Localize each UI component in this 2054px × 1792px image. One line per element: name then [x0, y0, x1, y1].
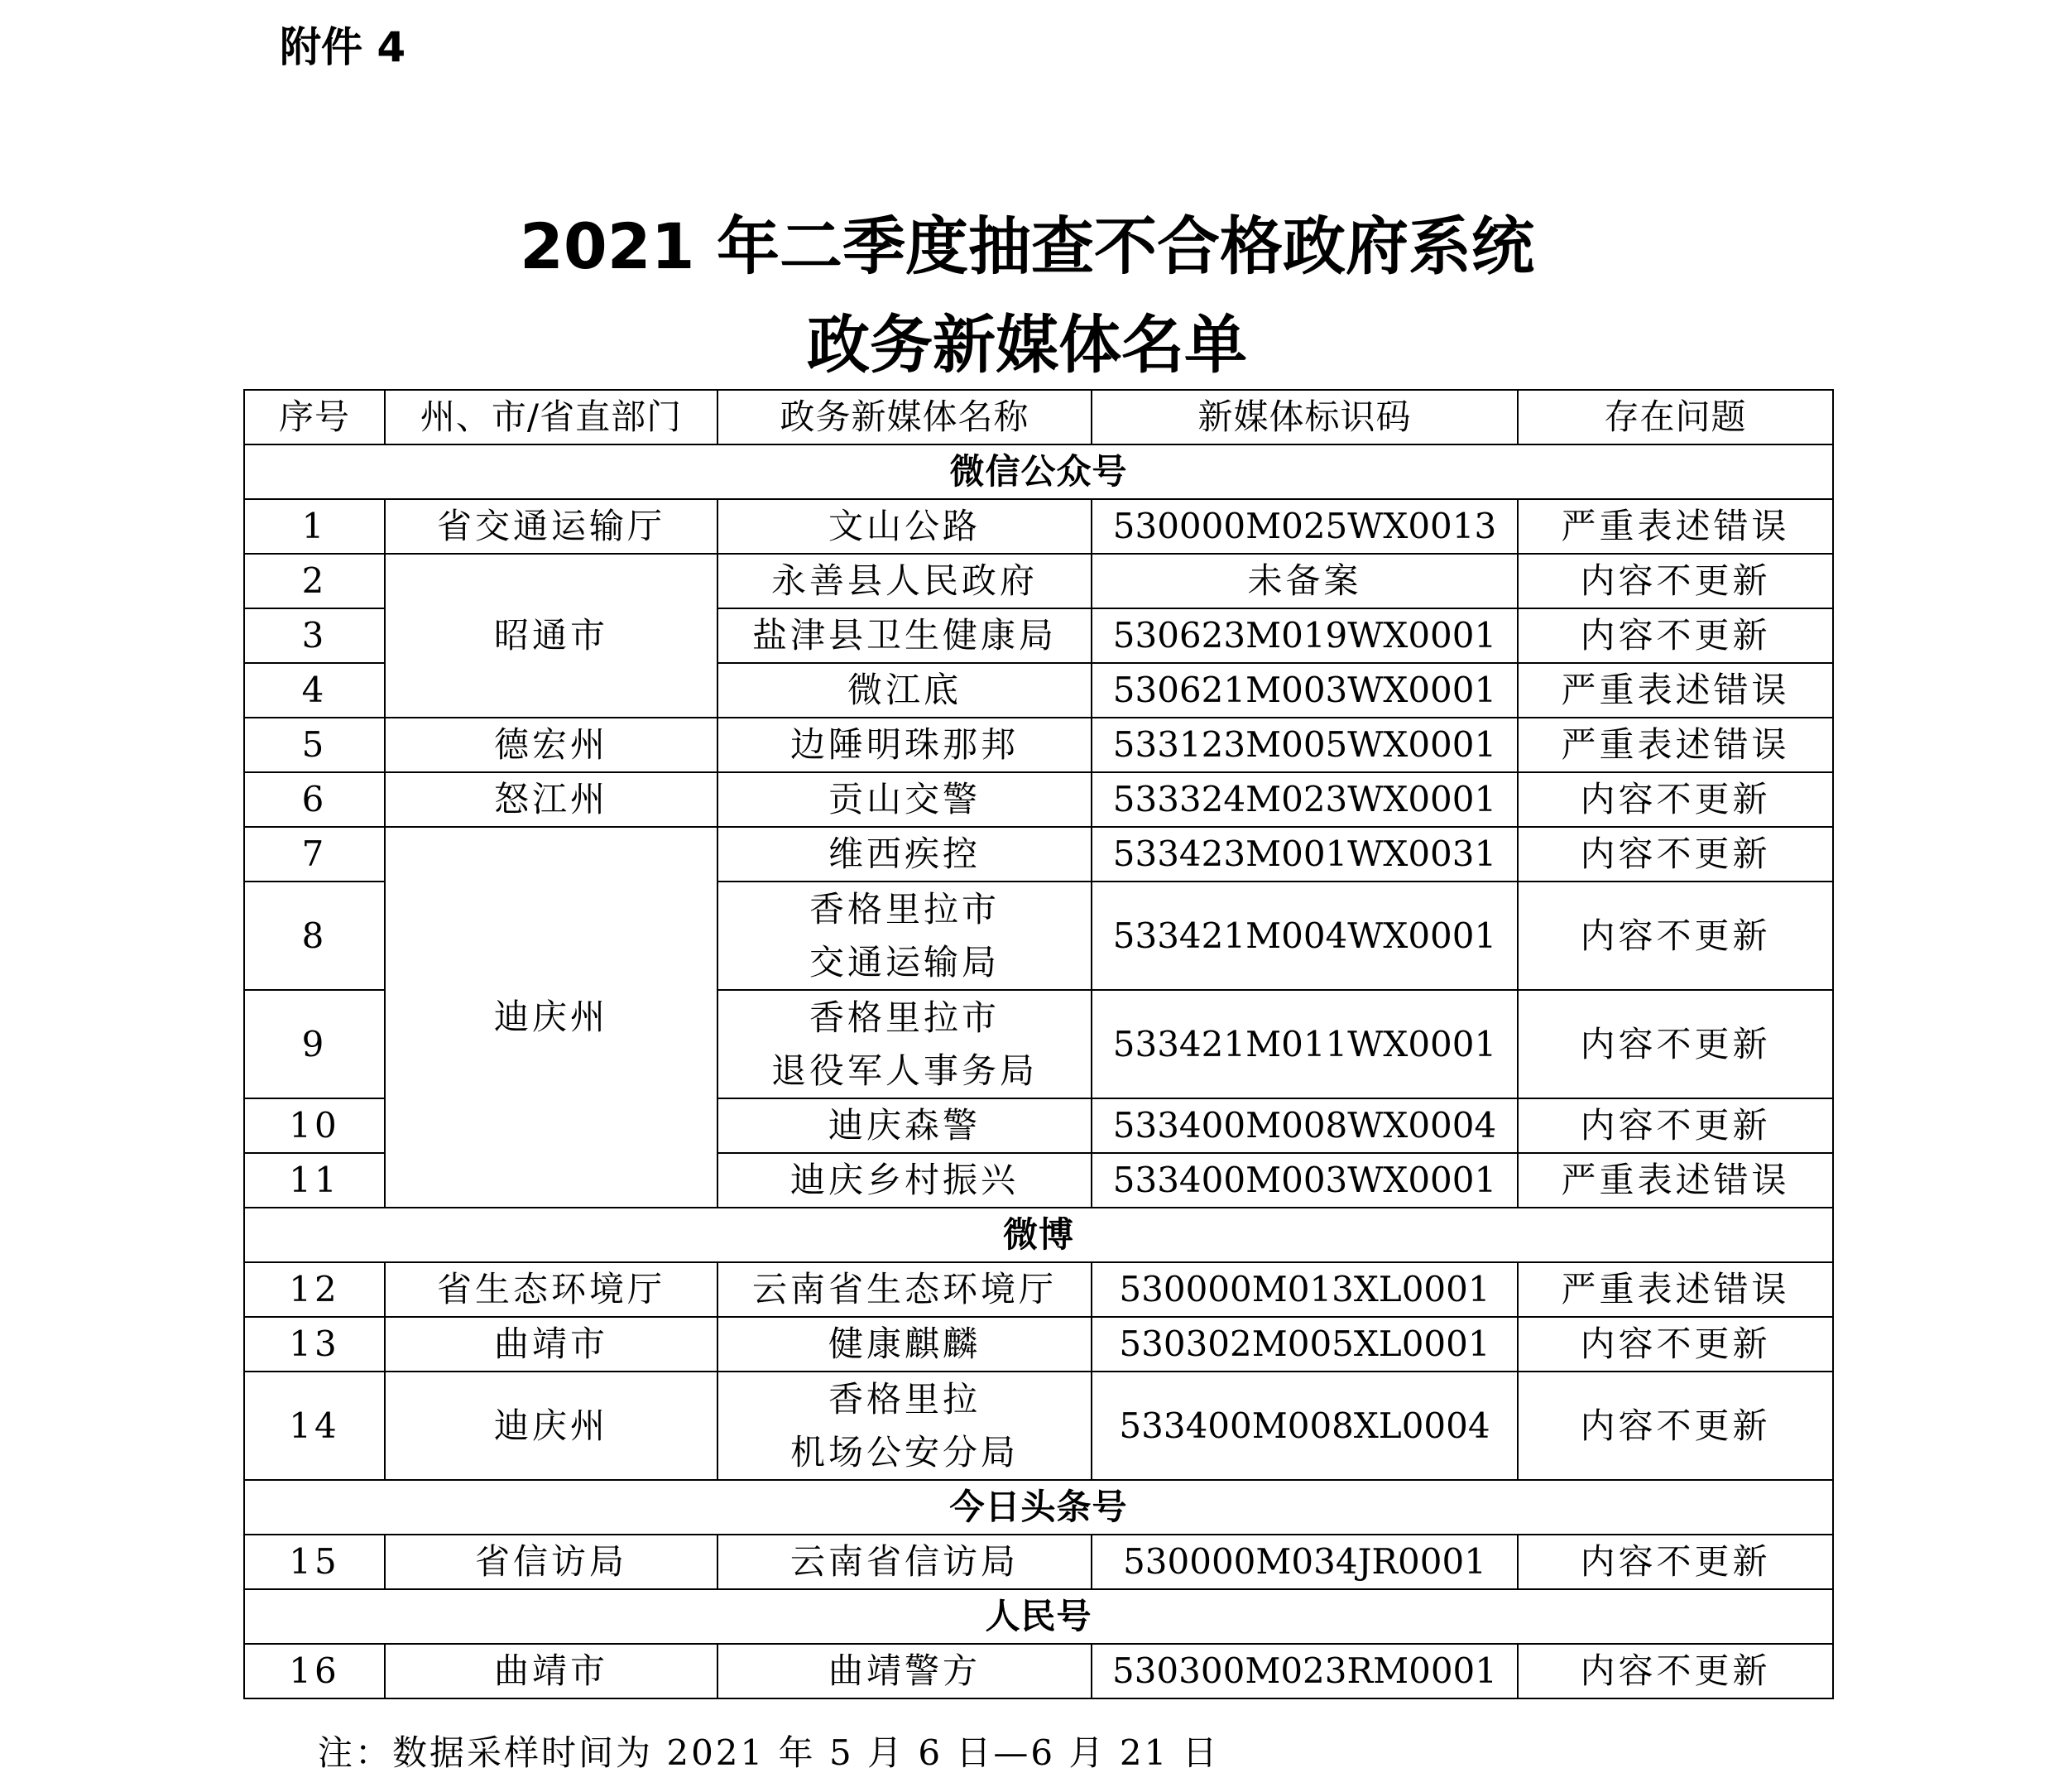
row-media-name: 贡山交警 [717, 772, 1092, 827]
row-media-name: 边陲明珠那邦 [717, 718, 1092, 772]
section-title-renmin: 人民号 [244, 1589, 1833, 1644]
row-no: 6 [244, 772, 385, 827]
section-row-toutiao [244, 1480, 1833, 1535]
row-dept: 省生态环境厅 [385, 1262, 717, 1317]
row-dept: 省交通运输厅 [385, 499, 717, 554]
col-header-dept: 州、市/省直部门 [385, 390, 717, 444]
row-media-name: 迪庆森警 [717, 1098, 1092, 1153]
row-media-name: 健康麒麟 [717, 1317, 1092, 1372]
row-media-code: 533400M003WX0001 [1092, 1153, 1518, 1208]
row-media-name [717, 882, 1092, 990]
row-issue: 内容不更新 [1518, 882, 1833, 990]
table-row [244, 499, 1833, 554]
row-dept: 德宏州 [385, 718, 717, 772]
row-issue: 内容不更新 [1518, 1644, 1833, 1698]
row-no: 12 [244, 1262, 385, 1317]
row-media-code: 530300M023RM0001 [1092, 1644, 1518, 1698]
row-issue: 内容不更新 [1518, 990, 1833, 1098]
row-issue: 内容不更新 [1518, 772, 1833, 827]
row-media-code: 533421M004WX0001 [1092, 882, 1518, 990]
row-media-code: 530621M003WX0001 [1092, 663, 1518, 718]
row-media-name: 盐津县卫生健康局 [717, 608, 1092, 663]
row-issue: 严重表述错误 [1518, 718, 1833, 772]
row-media-name [717, 1372, 1092, 1480]
row-no: 3 [244, 608, 385, 663]
document-title-line1: 2021 年二季度抽查不合格政府系统 [520, 209, 1534, 283]
row-media-code: 533421M011WX0001 [1092, 990, 1518, 1098]
section-row-wechat [244, 444, 1833, 499]
row-media-code: 533324M023WX0001 [1092, 772, 1518, 827]
row-issue: 严重表述错误 [1518, 499, 1833, 554]
row-no: 7 [244, 827, 385, 882]
footnote: 注：数据采样时间为 2021 年 5 月 6 日—6 月 21 日 [318, 1732, 1220, 1773]
row-dept: 迪庆州 [385, 827, 717, 1208]
row-no: 14 [244, 1372, 385, 1480]
row-media-name-line: 交通运输局 [809, 941, 1000, 982]
attachment-label: 附件 4 [280, 23, 406, 71]
row-no: 8 [244, 882, 385, 990]
row-issue: 内容不更新 [1518, 827, 1833, 882]
col-header-name: 政务新媒体名称 [717, 390, 1092, 444]
row-media-code: 530000M013XL0001 [1092, 1262, 1518, 1317]
section-row-renmin [244, 1589, 1833, 1644]
row-no: 10 [244, 1098, 385, 1153]
section-title-wechat: 微信公众号 [244, 444, 1833, 499]
section-title-toutiao: 今日头条号 [244, 1480, 1833, 1535]
row-issue: 严重表述错误 [1518, 1262, 1833, 1317]
row-media-name: 维西疾控 [717, 827, 1092, 882]
row-media-name [717, 990, 1092, 1098]
row-media-name-line: 香格里拉市 [809, 888, 1000, 930]
section-row-weibo [244, 1208, 1833, 1262]
row-media-name: 曲靖警方 [717, 1644, 1092, 1698]
row-no: 15 [244, 1535, 385, 1589]
table-row [244, 772, 1833, 827]
row-media-code: 533400M008XL0004 [1092, 1372, 1518, 1480]
row-no: 9 [244, 990, 385, 1098]
table-row [244, 1262, 1833, 1317]
row-issue: 严重表述错误 [1518, 663, 1833, 718]
row-media-name: 云南省信访局 [717, 1535, 1092, 1589]
table-row [244, 827, 1833, 882]
row-media-name: 文山公路 [717, 499, 1092, 554]
row-media-name: 永善县人民政府 [717, 554, 1092, 608]
table-row [244, 1535, 1833, 1589]
row-media-code: 533400M008WX0004 [1092, 1098, 1518, 1153]
row-issue: 内容不更新 [1518, 554, 1833, 608]
row-no: 13 [244, 1317, 385, 1372]
row-media-code: 530302M005XL0001 [1092, 1317, 1518, 1372]
row-no: 4 [244, 663, 385, 718]
table-row [244, 1644, 1833, 1698]
row-media-name-line: 机场公安分局 [789, 1431, 1019, 1473]
row-media-name: 微江底 [717, 663, 1092, 718]
col-header-code: 新媒体标识码 [1092, 390, 1518, 444]
row-no: 5 [244, 718, 385, 772]
section-title-weibo: 微博 [244, 1208, 1833, 1262]
row-media-code: 未备案 [1092, 554, 1518, 608]
row-media-name-line: 香格里拉 [828, 1378, 981, 1420]
media-list-table [243, 389, 1834, 1699]
table-row [244, 554, 1833, 608]
row-issue: 内容不更新 [1518, 1098, 1833, 1153]
row-media-name-line: 退役军人事务局 [770, 1050, 1038, 1091]
table-row [244, 1372, 1833, 1480]
row-no: 11 [244, 1153, 385, 1208]
row-no: 1 [244, 499, 385, 554]
row-no: 2 [244, 554, 385, 608]
row-media-code: 530623M019WX0001 [1092, 608, 1518, 663]
row-media-code: 533123M005WX0001 [1092, 718, 1518, 772]
row-issue: 严重表述错误 [1518, 1153, 1833, 1208]
row-dept: 昭通市 [385, 554, 717, 718]
row-dept: 省信访局 [385, 1535, 717, 1589]
row-media-code: 533423M001WX0031 [1092, 827, 1518, 882]
row-media-name: 云南省生态环境厅 [717, 1262, 1092, 1317]
row-media-code: 530000M025WX0013 [1092, 499, 1518, 554]
table-header-row [244, 390, 1833, 444]
row-dept: 曲靖市 [385, 1644, 717, 1698]
row-issue: 内容不更新 [1518, 1535, 1833, 1589]
col-header-issue: 存在问题 [1518, 390, 1833, 444]
document-title-line2: 政务新媒体名单 [807, 308, 1247, 382]
row-media-code: 530000M034JR0001 [1092, 1535, 1518, 1589]
col-header-no: 序号 [244, 390, 385, 444]
row-no: 16 [244, 1644, 385, 1698]
table-row [244, 1317, 1833, 1372]
table-row [244, 718, 1833, 772]
row-media-name-line: 香格里拉市 [809, 997, 1000, 1038]
row-issue: 内容不更新 [1518, 608, 1833, 663]
row-media-name: 迪庆乡村振兴 [717, 1153, 1092, 1208]
row-issue: 内容不更新 [1518, 1317, 1833, 1372]
row-dept: 怒江州 [385, 772, 717, 827]
row-issue: 内容不更新 [1518, 1372, 1833, 1480]
row-dept: 迪庆州 [385, 1372, 717, 1480]
row-dept: 曲靖市 [385, 1317, 717, 1372]
